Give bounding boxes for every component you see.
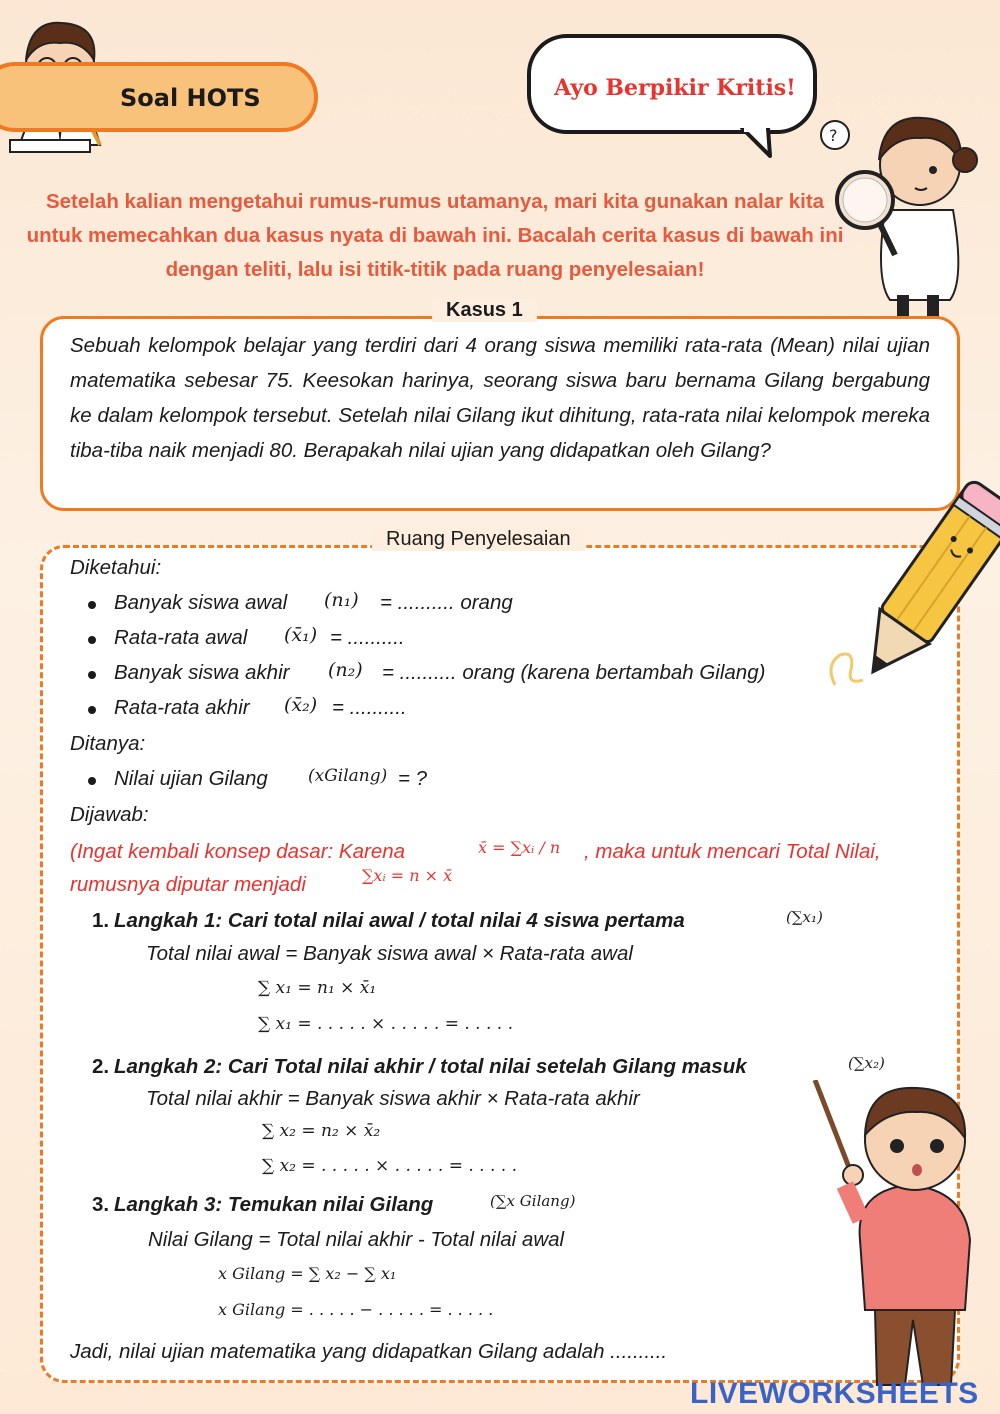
bullet <box>88 601 96 609</box>
known-item-1-symbol: (n₁) <box>324 589 359 611</box>
asked-item-symbol: (xGilang) <box>308 766 388 786</box>
known-label: Diketahui: <box>70 556 162 579</box>
reminder-formula-mean: x̄ = ∑xᵢ / n <box>478 838 561 857</box>
speech-bubble-text: Ayo Berpikir Kritis! <box>554 75 796 101</box>
asked-item-value: = ? <box>398 767 428 790</box>
step-3-title: Langkah 3: Temukan nilai Gilang <box>114 1193 434 1216</box>
svg-text:?: ? <box>829 126 838 145</box>
reminder-text-b: , maka untuk mencari Total Nilai, <box>584 840 881 863</box>
asked-item-label: Nilai ujian Gilang <box>114 767 268 790</box>
step-1-symbol: (∑x₁) <box>786 908 823 926</box>
bullet <box>88 671 96 679</box>
answer-label: Dijawab: <box>70 803 149 826</box>
step-2-number: 2. <box>92 1055 110 1078</box>
step-2-symbol: (∑x₂) <box>848 1054 885 1072</box>
step-2-title: Langkah 2: Cari Total nilai akhir / total nilai setelah Gilang masuk <box>114 1055 747 1078</box>
known-item-1-label: Banyak siswa awal <box>114 591 288 614</box>
pencil-illustration <box>815 470 1000 700</box>
case-title: Kasus 1 <box>432 299 537 322</box>
liveworksheets-logo: LIVEWORKSHEETS <box>690 1377 979 1410</box>
intro-text: Setelah kalian mengetahui rumus-rumus utamanya, mari kita gunakan nalar kita untuk memecahkan dua kasus nyata di bawah ini. Bacalah cerita kasus di bawah ini dengan teliti, lalu isi titik-titik pada ruang penyelesaian! <box>26 190 844 281</box>
step-3-blank-formula: x Gilang = . . . . . − . . . . . = . . . . . <box>218 1300 494 1319</box>
known-item-3-symbol: (n₂) <box>328 659 363 681</box>
bullet <box>88 777 96 785</box>
reminder-text-a: (Ingat kembali konsep dasar: Karena <box>70 840 406 863</box>
known-item-4-value: = .......... <box>332 696 407 719</box>
step-2-description: Total nilai akhir = Banyak siswa akhir × Rata-rata akhir <box>146 1087 640 1110</box>
asked-label: Ditanya: <box>70 732 146 755</box>
step-3-description: Nilai Gilang = Total nilai akhir - Total nilai awal <box>148 1228 565 1251</box>
step-3-formula: x Gilang = ∑ x₂ − ∑ x₁ <box>218 1264 397 1283</box>
bullet <box>88 636 96 644</box>
known-item-2-value: = .......... <box>330 626 405 649</box>
known-item-4-symbol: (x̄₂) <box>284 694 318 716</box>
known-item-4-label: Rata-rata akhir <box>114 696 250 719</box>
reminder-text-c: rumusnya diputar menjadi <box>70 873 306 896</box>
step-2-blank-formula: ∑ x₂ = . . . . . × . . . . . = . . . . . <box>262 1156 517 1176</box>
conclusion-text: Jadi, nilai ujian matematika yang didapatkan Gilang adalah .......... <box>70 1340 668 1363</box>
known-item-2-symbol: (x̄₁) <box>284 624 318 646</box>
known-item-1-value: = .......... orang <box>380 591 513 614</box>
step-1-description: Total nilai awal = Banyak siswa awal × Rata-rata awal <box>146 942 633 965</box>
solution-title: Ruang Penyelesaian <box>372 528 585 551</box>
step-1-number: 1. <box>92 909 110 932</box>
step-1-title: Langkah 1: Cari total nilai awal / total nilai 4 siswa pertama <box>114 909 685 932</box>
known-item-3-label: Banyak siswa akhir <box>114 661 290 684</box>
reminder-formula-total: ∑xᵢ = n × x̄ <box>362 866 453 885</box>
known-item-3-value: = .......... orang (karena bertambah Gilang) <box>382 661 766 684</box>
step-3-number: 3. <box>92 1193 110 1216</box>
bullet <box>88 706 96 714</box>
boy-pointing-illustration <box>805 1080 1000 1400</box>
step-3-symbol: (∑x Gilang) <box>490 1192 576 1210</box>
speech-bubble-tail <box>740 128 780 158</box>
known-item-2-label: Rata-rata awal <box>114 626 248 649</box>
step-1-blank-formula: ∑ x₁ = . . . . . × . . . . . = . . . . . <box>258 1014 513 1034</box>
case-text: Sebuah kelompok belajar yang terdiri dari 4 orang siswa memiliki rata-rata (Mean) nilai ujian matematika sebesar 75. Keesokan harinya, seorang siswa baru bernama Gilang bergabung ke dalam kelompok tersebut. Setelah nilai Gilang ikut dihitung, rata-rata nilai kelompok mereka tiba-tiba naik menjadi 80. Berapakah nilai ujian yang didapatkan oleh Gilang? <box>70 334 930 462</box>
step-1-formula: ∑ x₁ = n₁ × x̄₁ <box>258 978 377 998</box>
step-2-formula: ∑ x₂ = n₂ × x̄₂ <box>262 1121 381 1141</box>
hots-badge-label: Soal HOTS <box>120 84 261 112</box>
